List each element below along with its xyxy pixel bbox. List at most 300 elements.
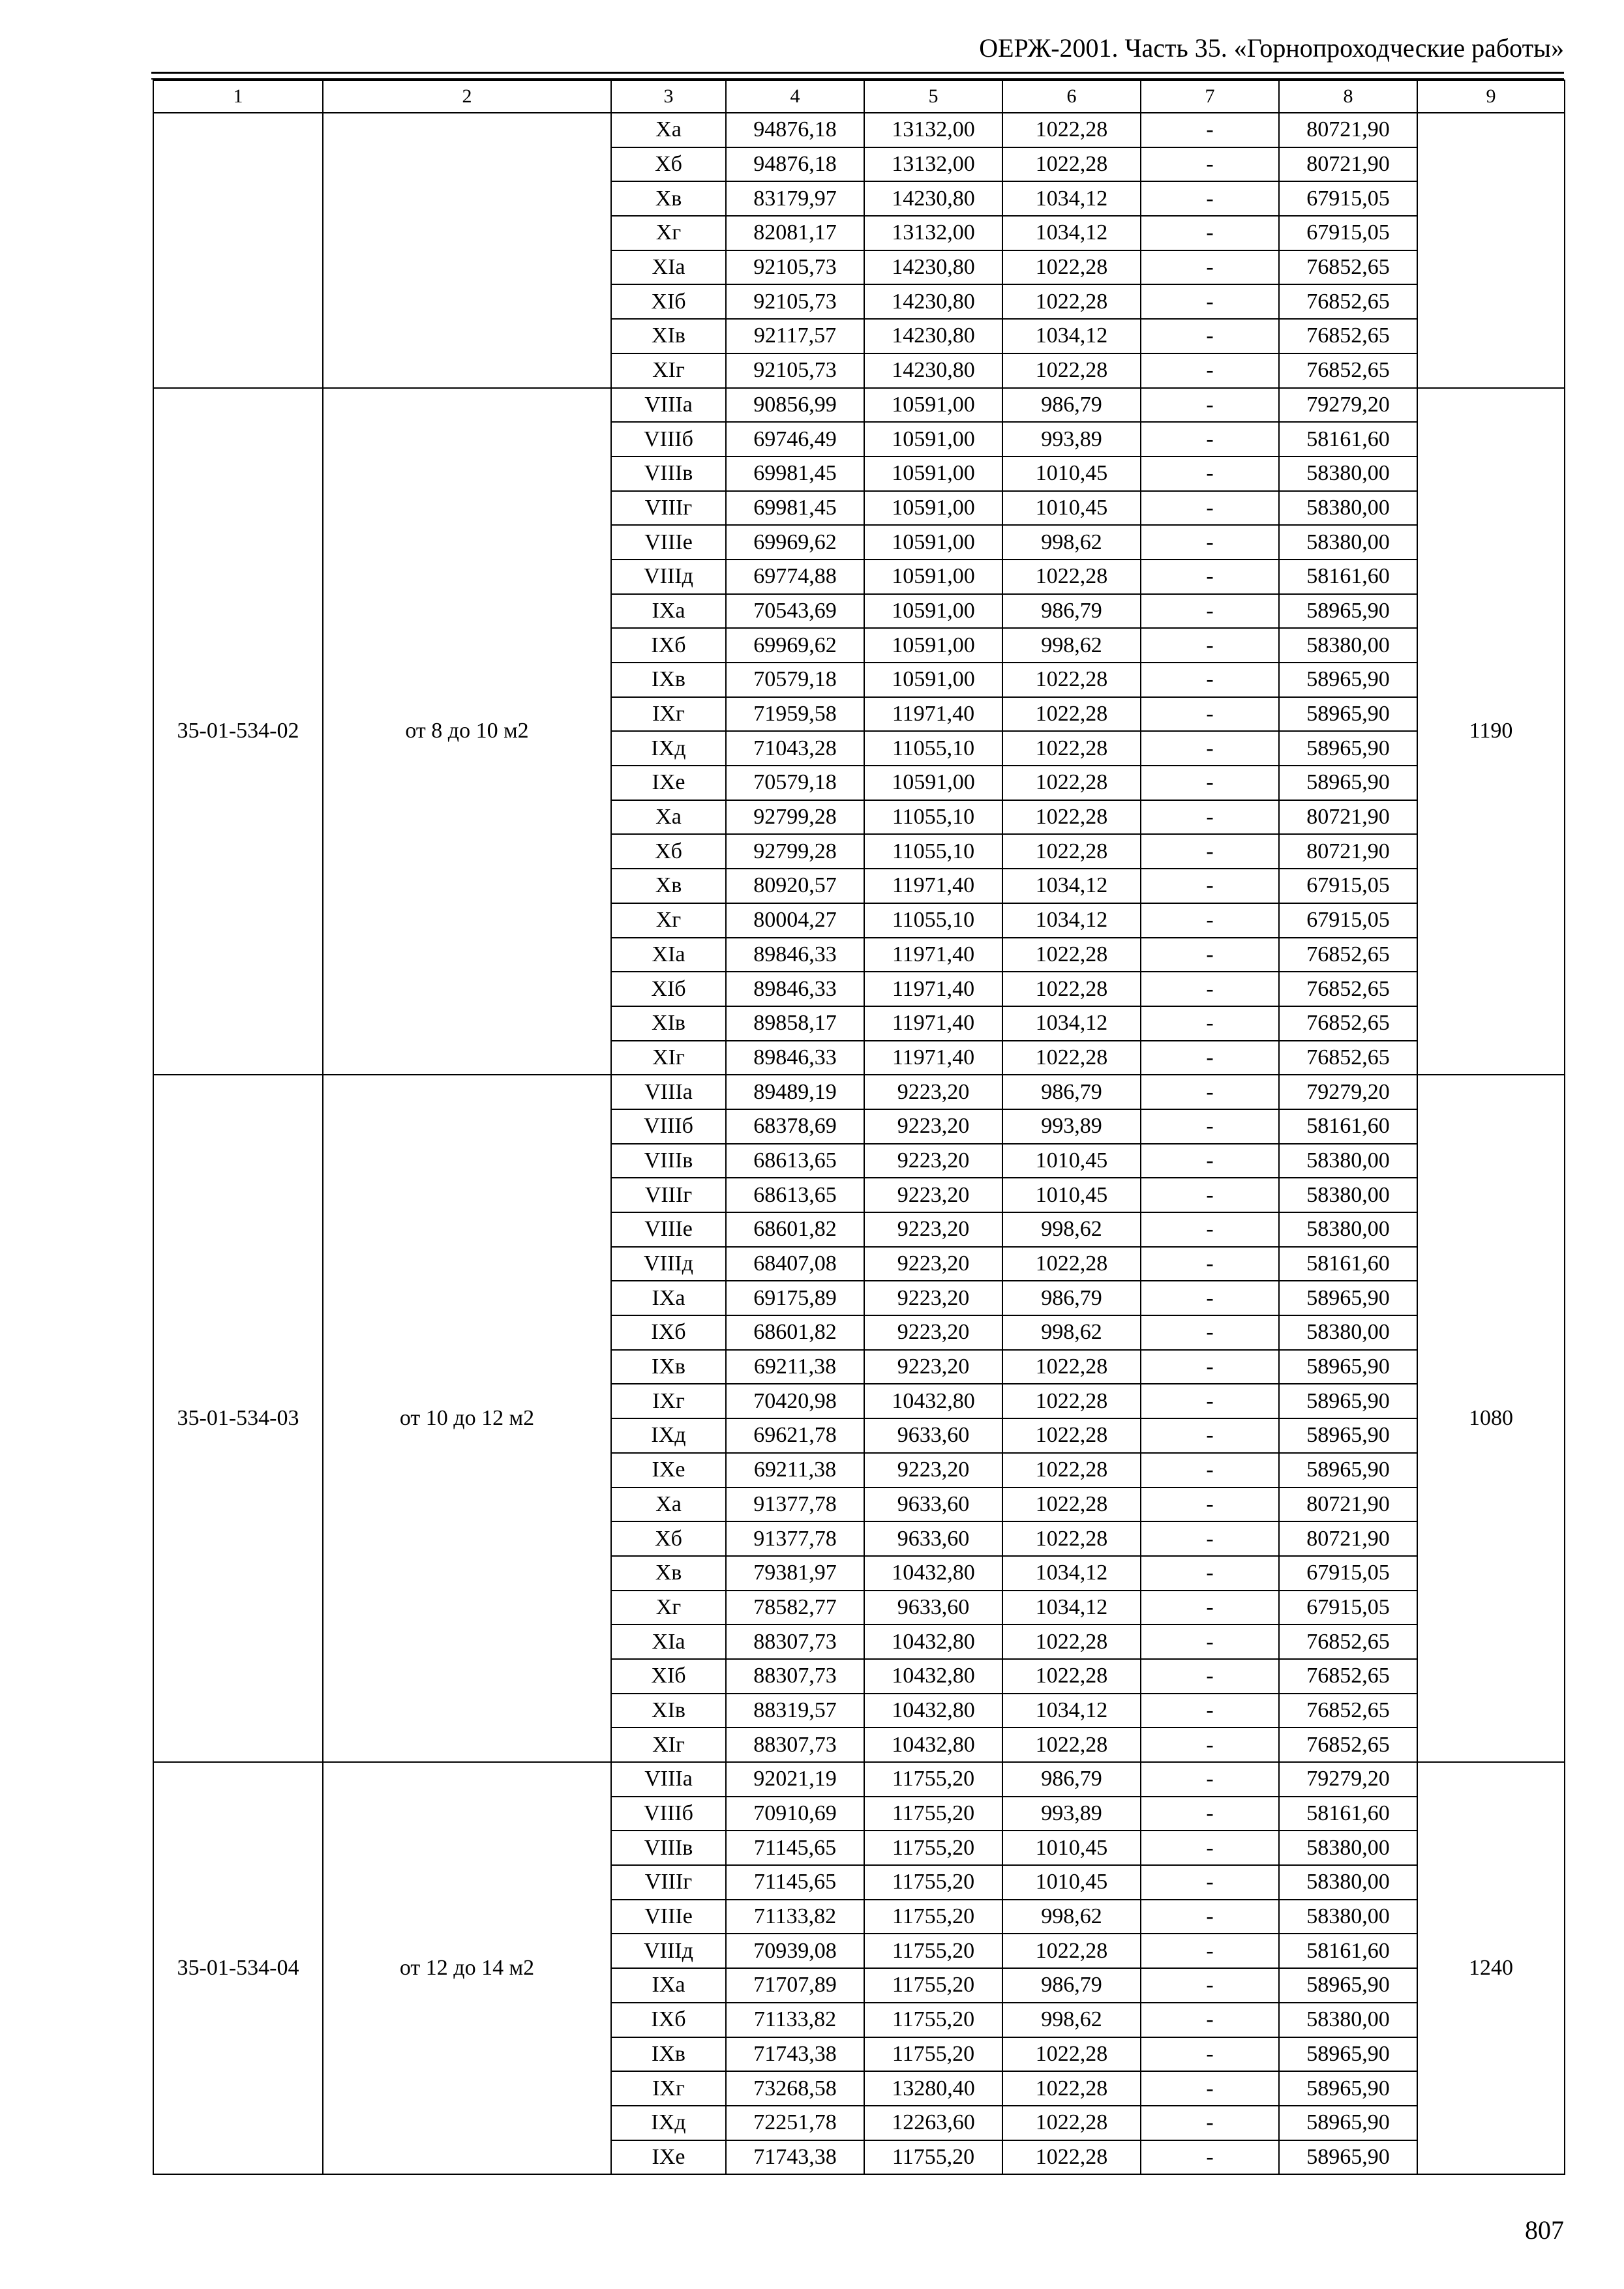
driver-wage-cell: - [1141,800,1279,835]
column-number-row [153,80,1565,113]
materials-cost-cell: 58965,90 [1279,1418,1417,1453]
labor-cost-cell: 11755,20 [864,1831,1002,1865]
total-cost-cell: 71043,28 [726,731,864,766]
total-cost-cell: 68378,69 [726,1109,864,1144]
materials-cost-cell: 58161,60 [1279,1797,1417,1831]
machine-cost-cell: 1022,28 [1002,113,1141,147]
labor-cost-cell: 9633,60 [864,1418,1002,1453]
labor-cost-cell: 13132,00 [864,113,1002,147]
category-cell: XIв [611,1006,726,1041]
category-cell: Xб [611,147,726,182]
machine-cost-cell: 1022,28 [1002,834,1141,869]
machine-cost-cell: 986,79 [1002,388,1141,423]
total-cost-cell: 71959,58 [726,697,864,732]
labor-cost-cell: 11971,40 [864,972,1002,1006]
driver-wage-cell: - [1141,1315,1279,1350]
category-cell: IXе [611,766,726,800]
category-cell: XIа [611,250,726,285]
labor-cost-cell: 11755,20 [864,1865,1002,1900]
total-cost-cell: 79381,97 [726,1556,864,1591]
total-cost-cell: 94876,18 [726,113,864,147]
group-value-cell: 1190 [1417,388,1565,1075]
group-description-cell [323,113,611,388]
labor-cost-cell: 11755,20 [864,1934,1002,1968]
materials-cost-cell: 58965,90 [1279,1968,1417,2003]
materials-cost-cell: 76852,65 [1279,1728,1417,1762]
labor-cost-cell: 9223,20 [864,1453,1002,1488]
machine-cost-cell: 1022,28 [1002,560,1141,594]
total-cost-cell: 70420,98 [726,1384,864,1418]
driver-wage-cell: - [1141,1694,1279,1728]
labor-cost-cell: 10591,00 [864,628,1002,663]
materials-cost-cell: 80721,90 [1279,147,1417,182]
materials-cost-cell: 58380,00 [1279,525,1417,560]
driver-wage-cell: - [1141,1212,1279,1247]
driver-wage-cell: - [1141,1728,1279,1762]
category-cell: IXв [611,2037,726,2072]
category-cell: IXд [611,1418,726,1453]
category-cell: VIIIе [611,525,726,560]
driver-wage-cell: - [1141,1521,1279,1556]
materials-cost-cell: 80721,90 [1279,1521,1417,1556]
driver-wage-cell: - [1141,2106,1279,2140]
table-row [153,1075,1565,1109]
total-cost-cell: 68613,65 [726,1178,864,1212]
machine-cost-cell: 1034,12 [1002,1006,1141,1041]
machine-cost-cell: 1022,28 [1002,800,1141,835]
materials-cost-cell: 80721,90 [1279,113,1417,147]
machine-cost-cell: 1022,28 [1002,353,1141,388]
driver-wage-cell: - [1141,628,1279,663]
total-cost-cell: 89846,33 [726,938,864,972]
category-cell: VIIIг [611,1178,726,1212]
driver-wage-cell: - [1141,525,1279,560]
category-cell: XIг [611,1041,726,1075]
materials-cost-cell: 58380,00 [1279,628,1417,663]
machine-cost-cell: 1034,12 [1002,869,1141,903]
category-cell: VIIIе [611,1900,726,1934]
driver-wage-cell: - [1141,1281,1279,1315]
materials-cost-cell: 76852,65 [1279,319,1417,353]
table-body [153,113,1565,2174]
materials-cost-cell: 79279,20 [1279,1762,1417,1797]
materials-cost-cell: 58380,00 [1279,491,1417,526]
total-cost-cell: 71145,65 [726,1831,864,1865]
machine-cost-cell: 1010,45 [1002,1178,1141,1212]
materials-cost-cell: 58380,00 [1279,1865,1417,1900]
driver-wage-cell: - [1141,1762,1279,1797]
labor-cost-cell: 14230,80 [864,353,1002,388]
materials-cost-cell: 80721,90 [1279,834,1417,869]
labor-cost-cell: 12263,60 [864,2106,1002,2140]
machine-cost-cell: 1022,28 [1002,1659,1141,1694]
machine-cost-cell: 1034,12 [1002,1556,1141,1591]
machine-cost-cell: 1022,28 [1002,1488,1141,1522]
group-code-cell: 35-01-534-03 [153,1075,323,1762]
category-cell: XIг [611,353,726,388]
total-cost-cell: 68601,82 [726,1315,864,1350]
category-cell: IXв [611,663,726,697]
materials-cost-cell: 58965,90 [1279,663,1417,697]
driver-wage-cell: - [1141,1900,1279,1934]
total-cost-cell: 70543,69 [726,594,864,629]
driver-wage-cell: - [1141,1384,1279,1418]
driver-wage-cell: - [1141,216,1279,250]
machine-cost-cell: 993,89 [1002,422,1141,456]
category-cell: Xг [611,903,726,938]
machine-cost-cell: 1022,28 [1002,2140,1141,2175]
driver-wage-cell: - [1141,284,1279,319]
materials-cost-cell: 58380,00 [1279,1178,1417,1212]
category-cell: IXг [611,1384,726,1418]
labor-cost-cell: 10591,00 [864,594,1002,629]
driver-wage-cell: - [1141,834,1279,869]
labor-cost-cell: 10591,00 [864,766,1002,800]
driver-wage-cell: - [1141,491,1279,526]
driver-wage-cell: - [1141,388,1279,423]
category-cell: XIв [611,1694,726,1728]
driver-wage-cell: - [1141,1797,1279,1831]
materials-cost-cell: 58965,90 [1279,731,1417,766]
labor-cost-cell: 14230,80 [864,181,1002,216]
category-cell: XIб [611,284,726,319]
driver-wage-cell: - [1141,731,1279,766]
driver-wage-cell: - [1141,560,1279,594]
materials-cost-cell: 58161,60 [1279,422,1417,456]
category-cell: VIIIа [611,1075,726,1109]
labor-cost-cell: 11055,10 [864,903,1002,938]
total-cost-cell: 88307,73 [726,1728,864,1762]
machine-cost-cell: 1022,28 [1002,731,1141,766]
driver-wage-cell: - [1141,1659,1279,1694]
total-cost-cell: 69175,89 [726,1281,864,1315]
driver-wage-cell: - [1141,1831,1279,1865]
group-value-cell: 1080 [1417,1075,1565,1762]
machine-cost-cell: 1022,28 [1002,663,1141,697]
category-cell: XIг [611,1728,726,1762]
labor-cost-cell: 11755,20 [864,2003,1002,2037]
labor-cost-cell: 9223,20 [864,1075,1002,1109]
category-cell: IXа [611,594,726,629]
total-cost-cell: 92105,73 [726,353,864,388]
materials-cost-cell: 67915,05 [1279,216,1417,250]
labor-cost-cell: 11971,40 [864,869,1002,903]
group-code-cell: 35-01-534-04 [153,1762,323,2174]
total-cost-cell: 92799,28 [726,800,864,835]
materials-cost-cell: 58965,90 [1279,594,1417,629]
labor-cost-cell: 9223,20 [864,1247,1002,1281]
materials-cost-cell: 79279,20 [1279,1075,1417,1109]
driver-wage-cell: - [1141,697,1279,732]
column-number: 4 [726,80,864,113]
category-cell: Xв [611,869,726,903]
category-cell: VIIIв [611,456,726,491]
total-cost-cell: 71707,89 [726,1968,864,2003]
category-cell: Xг [611,216,726,250]
total-cost-cell: 80920,57 [726,869,864,903]
column-number: 6 [1002,80,1141,113]
machine-cost-cell: 1022,28 [1002,1247,1141,1281]
total-cost-cell: 69746,49 [726,422,864,456]
labor-cost-cell: 10591,00 [864,663,1002,697]
materials-cost-cell: 76852,65 [1279,1694,1417,1728]
driver-wage-cell: - [1141,353,1279,388]
total-cost-cell: 88319,57 [726,1694,864,1728]
category-cell: IXе [611,2140,726,2175]
labor-cost-cell: 10432,80 [864,1728,1002,1762]
machine-cost-cell: 993,89 [1002,1797,1141,1831]
category-cell: VIIIд [611,560,726,594]
machine-cost-cell: 998,62 [1002,1212,1141,1247]
category-cell: IXа [611,1968,726,2003]
category-cell: IXд [611,2106,726,2140]
machine-cost-cell: 1022,28 [1002,147,1141,182]
machine-cost-cell: 986,79 [1002,1281,1141,1315]
driver-wage-cell: - [1141,456,1279,491]
labor-cost-cell: 11755,20 [864,1797,1002,1831]
machine-cost-cell: 1022,28 [1002,1350,1141,1384]
labor-cost-cell: 10432,80 [864,1384,1002,1418]
labor-cost-cell: 11055,10 [864,800,1002,835]
labor-cost-cell: 11971,40 [864,1006,1002,1041]
total-cost-cell: 91377,78 [726,1521,864,1556]
category-cell: VIIIд [611,1247,726,1281]
total-cost-cell: 71743,38 [726,2037,864,2072]
machine-cost-cell: 998,62 [1002,1315,1141,1350]
materials-cost-cell: 67915,05 [1279,903,1417,938]
materials-cost-cell: 67915,05 [1279,1556,1417,1591]
total-cost-cell: 69211,38 [726,1453,864,1488]
materials-cost-cell: 76852,65 [1279,972,1417,1006]
driver-wage-cell: - [1141,319,1279,353]
total-cost-cell: 78582,77 [726,1591,864,1625]
machine-cost-cell: 1022,28 [1002,1453,1141,1488]
materials-cost-cell: 76852,65 [1279,1006,1417,1041]
labor-cost-cell: 10591,00 [864,525,1002,560]
driver-wage-cell: - [1141,1006,1279,1041]
labor-cost-cell: 9223,20 [864,1109,1002,1144]
driver-wage-cell: - [1141,938,1279,972]
driver-wage-cell: - [1141,422,1279,456]
column-number: 7 [1141,80,1279,113]
machine-cost-cell: 1022,28 [1002,938,1141,972]
materials-cost-cell: 67915,05 [1279,1591,1417,1625]
materials-cost-cell: 58380,00 [1279,1831,1417,1865]
materials-cost-cell: 58161,60 [1279,1109,1417,1144]
driver-wage-cell: - [1141,2037,1279,2072]
category-cell: VIIIе [611,1212,726,1247]
category-cell: VIIIд [611,1934,726,1968]
category-cell: Xб [611,1521,726,1556]
category-cell: XIа [611,1624,726,1659]
labor-cost-cell: 14230,80 [864,319,1002,353]
total-cost-cell: 88307,73 [726,1659,864,1694]
machine-cost-cell: 986,79 [1002,1762,1141,1797]
driver-wage-cell: - [1141,903,1279,938]
labor-cost-cell: 11755,20 [864,1900,1002,1934]
driver-wage-cell: - [1141,1418,1279,1453]
total-cost-cell: 68601,82 [726,1212,864,1247]
total-cost-cell: 69969,62 [726,525,864,560]
materials-cost-cell: 58380,00 [1279,1315,1417,1350]
labor-cost-cell: 10432,80 [864,1694,1002,1728]
machine-cost-cell: 1010,45 [1002,456,1141,491]
materials-cost-cell: 58965,90 [1279,2106,1417,2140]
total-cost-cell: 69211,38 [726,1350,864,1384]
labor-cost-cell: 10432,80 [864,1556,1002,1591]
total-cost-cell: 73268,58 [726,2071,864,2106]
page-header-title: ОЕРЖ-2001. Часть 35. «Горнопроходческие работы» [979,33,1564,63]
table-row [153,113,1565,147]
total-cost-cell: 70579,18 [726,766,864,800]
machine-cost-cell: 1010,45 [1002,1865,1141,1900]
materials-cost-cell: 58965,90 [1279,697,1417,732]
machine-cost-cell: 1022,28 [1002,284,1141,319]
materials-cost-cell: 58965,90 [1279,1453,1417,1488]
labor-cost-cell: 9223,20 [864,1178,1002,1212]
machine-cost-cell: 1022,28 [1002,250,1141,285]
driver-wage-cell: - [1141,869,1279,903]
driver-wage-cell: - [1141,1624,1279,1659]
group-code-cell [153,113,323,388]
materials-cost-cell: 76852,65 [1279,250,1417,285]
total-cost-cell: 69621,78 [726,1418,864,1453]
labor-cost-cell: 9633,60 [864,1591,1002,1625]
category-cell: VIIIв [611,1144,726,1178]
materials-cost-cell: 58380,00 [1279,1212,1417,1247]
driver-wage-cell: - [1141,1968,1279,2003]
driver-wage-cell: - [1141,594,1279,629]
driver-wage-cell: - [1141,2071,1279,2106]
labor-cost-cell: 10432,80 [864,1659,1002,1694]
total-cost-cell: 69981,45 [726,456,864,491]
machine-cost-cell: 1022,28 [1002,1384,1141,1418]
machine-cost-cell: 1022,28 [1002,766,1141,800]
driver-wage-cell: - [1141,2140,1279,2175]
total-cost-cell: 69774,88 [726,560,864,594]
machine-cost-cell: 1022,28 [1002,972,1141,1006]
labor-cost-cell: 11755,20 [864,1968,1002,2003]
column-number: 8 [1279,80,1417,113]
driver-wage-cell: - [1141,250,1279,285]
driver-wage-cell: - [1141,1041,1279,1075]
labor-cost-cell: 13132,00 [864,147,1002,182]
category-cell: Xв [611,1556,726,1591]
category-cell: Xа [611,113,726,147]
total-cost-cell: 92105,73 [726,250,864,285]
labor-cost-cell: 10591,00 [864,560,1002,594]
machine-cost-cell: 998,62 [1002,525,1141,560]
driver-wage-cell: - [1141,1178,1279,1212]
machine-cost-cell: 998,62 [1002,2003,1141,2037]
column-number: 1 [153,80,323,113]
driver-wage-cell: - [1141,1488,1279,1522]
column-number: 5 [864,80,1002,113]
machine-cost-cell: 1034,12 [1002,1591,1141,1625]
machine-cost-cell: 998,62 [1002,1900,1141,1934]
driver-wage-cell: - [1141,1350,1279,1384]
group-code-cell: 35-01-534-02 [153,388,323,1075]
total-cost-cell: 89846,33 [726,972,864,1006]
total-cost-cell: 72251,78 [726,2106,864,2140]
machine-cost-cell: 1022,28 [1002,1624,1141,1659]
materials-cost-cell: 58380,00 [1279,2003,1417,2037]
labor-cost-cell: 11055,10 [864,731,1002,766]
materials-cost-cell: 58161,60 [1279,1934,1417,1968]
materials-cost-cell: 76852,65 [1279,284,1417,319]
machine-cost-cell: 1022,28 [1002,2037,1141,2072]
total-cost-cell: 92117,57 [726,319,864,353]
labor-cost-cell: 11971,40 [864,1041,1002,1075]
labor-cost-cell: 10432,80 [864,1624,1002,1659]
machine-cost-cell: 986,79 [1002,594,1141,629]
header-rule [151,72,1564,80]
category-cell: IXб [611,1315,726,1350]
rates-table [153,80,1565,2175]
machine-cost-cell: 986,79 [1002,1968,1141,2003]
category-cell: IXб [611,2003,726,2037]
materials-cost-cell: 80721,90 [1279,1488,1417,1522]
labor-cost-cell: 9223,20 [864,1350,1002,1384]
labor-cost-cell: 10591,00 [864,491,1002,526]
total-cost-cell: 69981,45 [726,491,864,526]
labor-cost-cell: 9223,20 [864,1212,1002,1247]
group-value-cell [1417,113,1565,388]
labor-cost-cell: 11055,10 [864,834,1002,869]
category-cell: VIIIа [611,388,726,423]
labor-cost-cell: 10591,00 [864,388,1002,423]
machine-cost-cell: 986,79 [1002,1075,1141,1109]
total-cost-cell: 71145,65 [726,1865,864,1900]
machine-cost-cell: 1022,28 [1002,1934,1141,1968]
machine-cost-cell: 1022,28 [1002,2106,1141,2140]
labor-cost-cell: 11971,40 [864,697,1002,732]
driver-wage-cell: - [1141,766,1279,800]
category-cell: VIIIв [611,1831,726,1865]
category-cell: VIIIб [611,422,726,456]
driver-wage-cell: - [1141,113,1279,147]
total-cost-cell: 94876,18 [726,147,864,182]
materials-cost-cell: 76852,65 [1279,938,1417,972]
page-number: 807 [1525,2215,1564,2245]
driver-wage-cell: - [1141,181,1279,216]
driver-wage-cell: - [1141,663,1279,697]
machine-cost-cell: 1022,28 [1002,697,1141,732]
machine-cost-cell: 1034,12 [1002,319,1141,353]
total-cost-cell: 69969,62 [726,628,864,663]
driver-wage-cell: - [1141,1591,1279,1625]
total-cost-cell: 91377,78 [726,1488,864,1522]
labor-cost-cell: 11755,20 [864,1762,1002,1797]
category-cell: IXд [611,731,726,766]
category-cell: IXг [611,2071,726,2106]
column-number: 3 [611,80,726,113]
materials-cost-cell: 58161,60 [1279,560,1417,594]
total-cost-cell: 71133,82 [726,2003,864,2037]
materials-cost-cell: 79279,20 [1279,388,1417,423]
category-cell: Xв [611,181,726,216]
materials-cost-cell: 58965,90 [1279,2037,1417,2072]
labor-cost-cell: 10591,00 [864,422,1002,456]
machine-cost-cell: 1022,28 [1002,1521,1141,1556]
machine-cost-cell: 998,62 [1002,628,1141,663]
materials-cost-cell: 76852,65 [1279,1624,1417,1659]
category-cell: IXе [611,1453,726,1488]
labor-cost-cell: 11971,40 [864,938,1002,972]
total-cost-cell: 88307,73 [726,1624,864,1659]
total-cost-cell: 71133,82 [726,1900,864,1934]
labor-cost-cell: 9223,20 [864,1281,1002,1315]
